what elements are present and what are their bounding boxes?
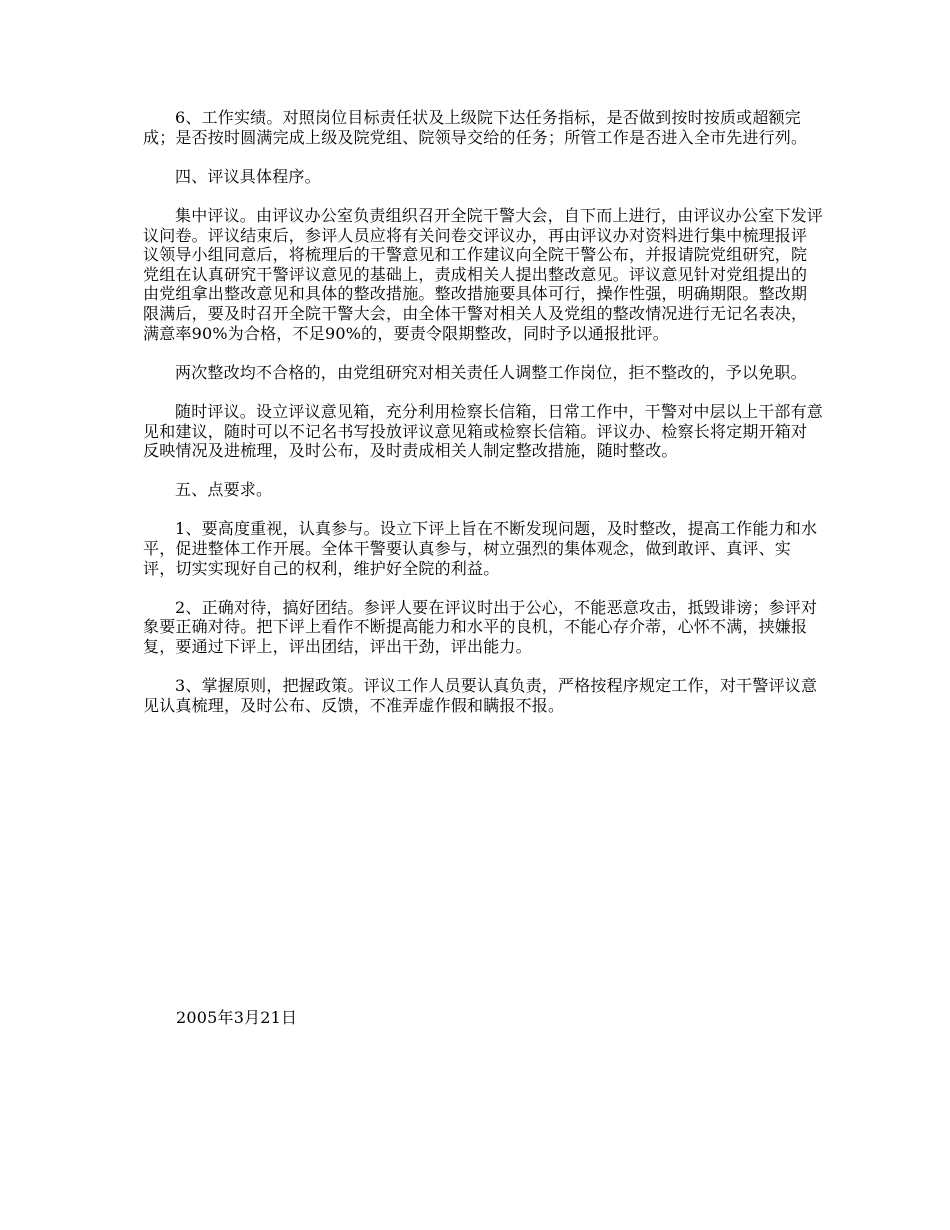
paragraph-centralized-review: 集中评议。由评议办公室负责组织召开全院干警大会，自下而上进行，由评议办公室下发评议问卷。评议结束后，参评人员应将有关问卷交评议办，再由评议办对资料进行集中梳理报评议领导小组同意后，将梳理后的干警意见和工作建议向全院干警公布，并报请院党组研究，院党组在认真研究干警评议意见的基础上，责成相关人提出整改意见。评议意见针对党组提出的由党组拿出整改意见和具体的整改措施。整改措施要具体可行，操作性强，明确期限。整改期限满后，要及时召开全院干警大会，由全体干警对相关人及党组的整改情况进行无记名表决，满意率90%为合格，不足90%的，要责令限期整改，同时予以通报批评。 [143, 205, 824, 343]
section-heading-requirements: 五、点要求。 [175, 480, 273, 500]
paragraph-requirement-2: 2、正确对待，搞好团结。参评人要在评议时出于公心，不能恶意攻击，抵毁诽谤；参评对象要正确对待。把下评上看作不断提高能力和水平的良机，不能心存介蒂，心怀不满，挟嫌报复，要通过下评上，评出团结，评出干劲，评出能力。 [143, 597, 818, 657]
paragraph-work-performance: 6、工作实绩。对照岗位目标责任状及上级院下达任务指标，是否做到按时按质或超额完成；是否按时圆满完成上级及院党组、院领导交给的任务；所管工作是否进入全市先进行列。 [143, 108, 808, 147]
section-heading-review-procedure: 四、评议具体程序。 [175, 166, 321, 186]
paragraph-requirement-3: 3、掌握原则，把握政策。评议工作人员要认真负责，严格按程序规定工作，对干警评议意见认真梳理，及时公布、反馈，不准弄虚作假和瞒报不报。 [143, 676, 818, 715]
paragraph-ad-hoc-review: 随时评议。设立评议意见箱，充分利用检察长信箱，日常工作中，干警对中层以上干部有意见和建议，随时可以不记名书写投放评议意见箱或检察长信箱。评议办、检察长将定期开箱对反映情况及进梳理，及时公布，及时责成相关人制定整改措施，随时整改。 [143, 401, 824, 461]
document-body [143, 108, 823, 735]
paragraph-requirement-1: 1、要高度重视，认真参与。设立下评上旨在不断发现问题，及时整改，提高工作能力和水平，促进整体工作开展。全体干警要认真参与，树立强烈的集体观念，做到敢评、真评、实评，切实实现好自己的权利，维护好全院的利益。 [143, 519, 818, 578]
document-date: 2005年3月21日 [176, 1008, 298, 1027]
paragraph-failed-rectification: 两次整改均不合格的，由党组研究对相关责任人调整工作岗位，拒不整改的，予以免职。 [175, 362, 807, 382]
